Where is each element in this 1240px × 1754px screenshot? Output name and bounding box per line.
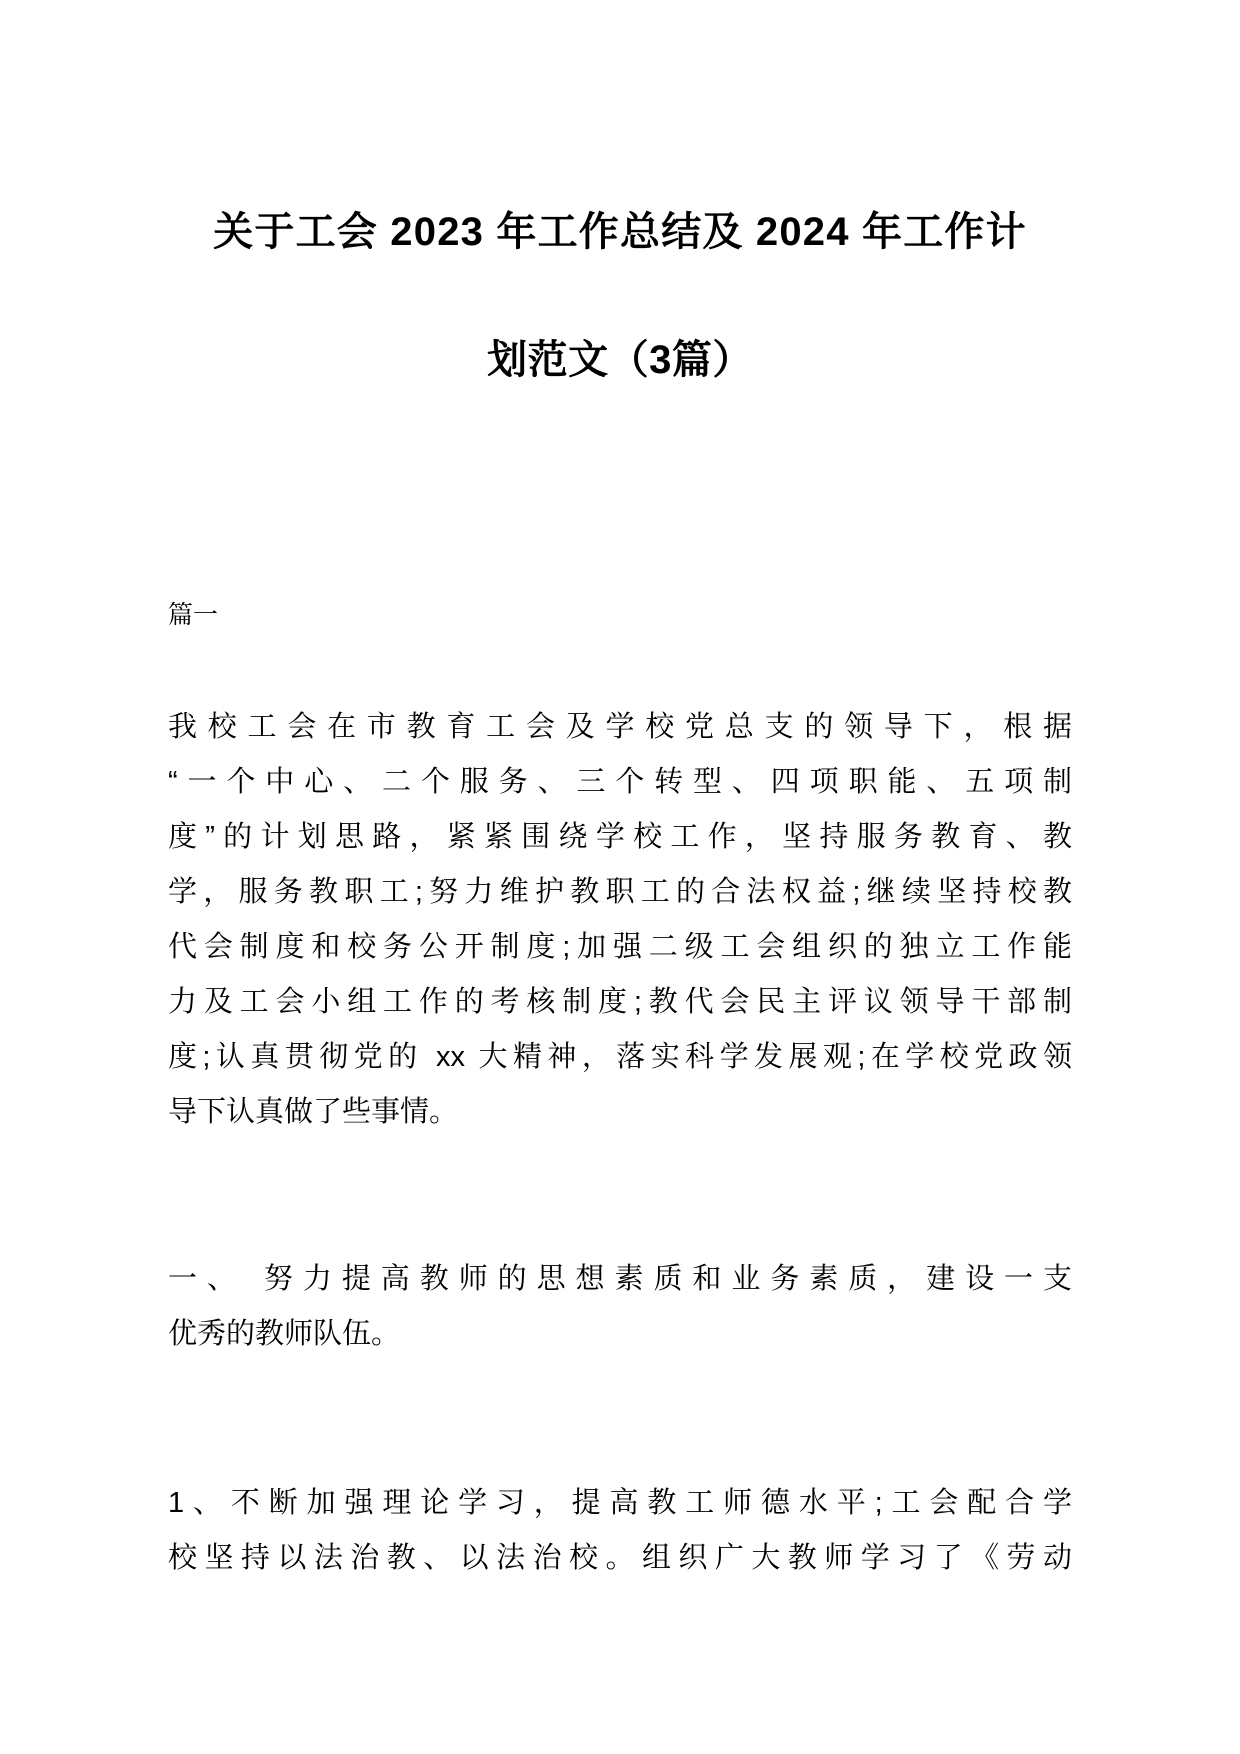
paragraph-line: 代会制度和校务公开制度;加强二级工会组织的独立工作能: [168, 931, 1072, 963]
paragraph-line: 1、不断加强理论学习，提高教工师德水平;工会配合学: [168, 1487, 1072, 1519]
spacer: [168, 1140, 1072, 1252]
spacer: [168, 643, 1072, 700]
document-content: [168, 0, 1072, 1586]
paragraph-line: 优秀的教师队伍。: [168, 1318, 401, 1350]
heading-one: [168, 1252, 1072, 1362]
item-one: [168, 1476, 1072, 1586]
page-title-line-2: 划范文（3篇）: [487, 338, 753, 382]
paragraph-line: 我校工会在市教育工会及学校党总支的领导下，根据: [168, 711, 1072, 743]
intro-paragraph: [168, 700, 1072, 1140]
page-title: [168, 0, 1072, 424]
page-title-line-1: 关于工会 2023 年工作总结及 2024 年工作计: [213, 210, 1027, 254]
paragraph-line: “一个中心、二个服务、三个转型、四项职能、五项制: [168, 766, 1072, 798]
paragraph-line: 度”的计划思路，紧紧围绕学校工作，坚持服务教育、教: [168, 821, 1072, 853]
paragraph-line: 学，服务教职工;努力维护教职工的合法权益;继续坚持校教: [168, 876, 1072, 908]
paragraph-line: 导下认真做了些事情。: [168, 1096, 459, 1128]
spacer: [168, 1362, 1072, 1476]
paragraph-line: 校坚持以法治教、以法治校。组织广大教师学习了《劳动: [168, 1542, 1072, 1574]
paragraph-line: 度;认真贯彻党的 xx 大精神，落实科学发展观;在学校党政领: [168, 1041, 1072, 1073]
paragraph-line: 力及工会小组工作的考核制度;教代会民主评议领导干部制: [168, 986, 1072, 1018]
section-label-pian-yi: 篇一: [168, 601, 219, 629]
paragraph-line: 一、 努力提高教师的思想素质和业务素质，建设一支: [168, 1263, 1072, 1295]
